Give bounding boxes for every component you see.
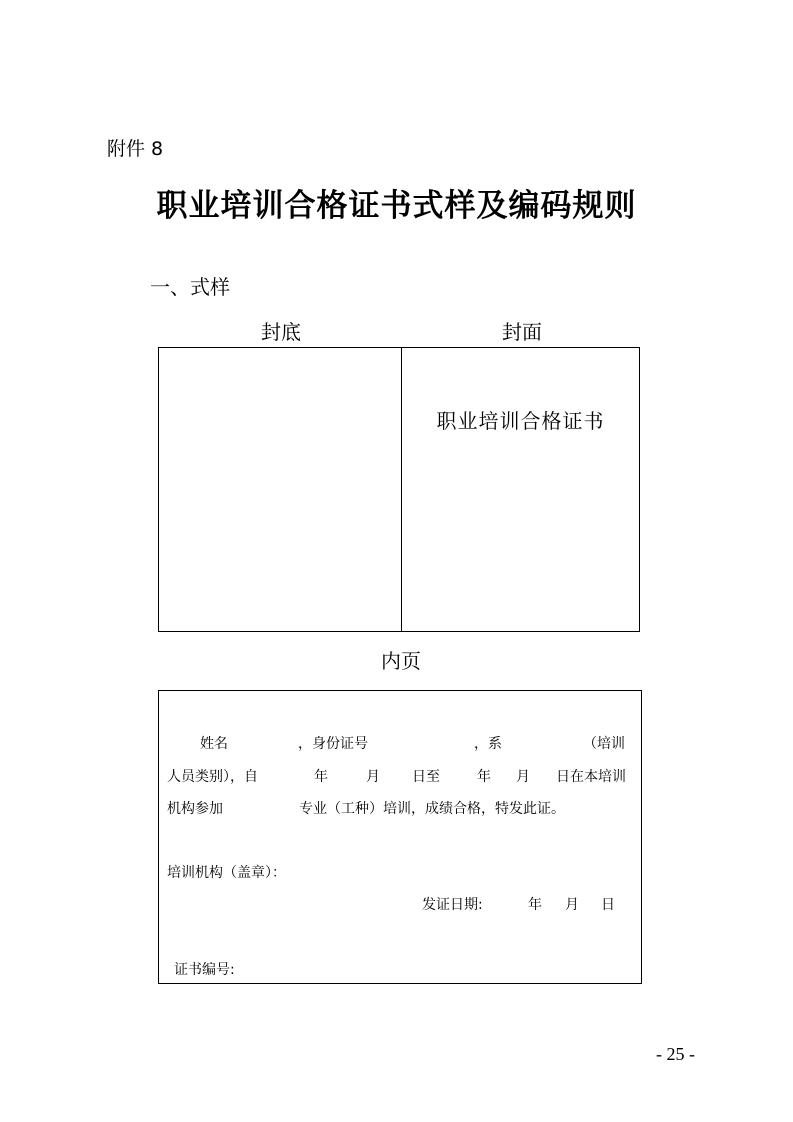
specialty-result-text: 专业（工种）培训，成绩合格，特发此证。 xyxy=(299,801,565,817)
inner-page-caption: 内页 xyxy=(381,649,421,673)
start-day-to-label: 日至 xyxy=(412,769,440,785)
issue-year-label: 年 xyxy=(528,897,542,913)
start-month-label: 月 xyxy=(366,769,380,785)
department-label: ，系 xyxy=(474,736,502,752)
cover-sample-box xyxy=(158,347,640,632)
end-month-label: 月 xyxy=(516,769,530,785)
page-title: 职业培训合格证书式样及编码规则 xyxy=(156,188,637,224)
start-year-label: 年 xyxy=(314,769,328,785)
inner-page-sample-box xyxy=(158,690,642,984)
institution-join-label: 机构参加 xyxy=(167,801,223,817)
end-year-label: 年 xyxy=(477,769,491,785)
end-day-label: 日在本培训 xyxy=(556,769,626,785)
cover-divider xyxy=(401,348,402,631)
page-number: - 25 - xyxy=(656,1044,695,1064)
id-number-label: ，身份证号 xyxy=(298,736,368,752)
back-cover-caption: 封底 xyxy=(261,320,301,344)
trainee-type-line: 人员类别），自 xyxy=(167,769,258,785)
issue-date-label: 发证日期: xyxy=(422,897,483,913)
issue-day-label: 日 xyxy=(601,897,615,913)
certificate-number-label: 证书编号: xyxy=(174,962,235,978)
name-label: 姓名 xyxy=(200,736,228,752)
attachment-label: 附件 8 xyxy=(107,138,164,160)
issue-month-label: 月 xyxy=(565,897,579,913)
section-heading: 一、式样 xyxy=(150,275,230,299)
institution-seal-label: 培训机构（盖章）： xyxy=(167,865,286,881)
front-cover-caption: 封面 xyxy=(502,320,542,344)
front-cover-title: 职业培训合格证书 xyxy=(436,409,605,433)
trainee-type-open: （培训 xyxy=(583,736,625,752)
